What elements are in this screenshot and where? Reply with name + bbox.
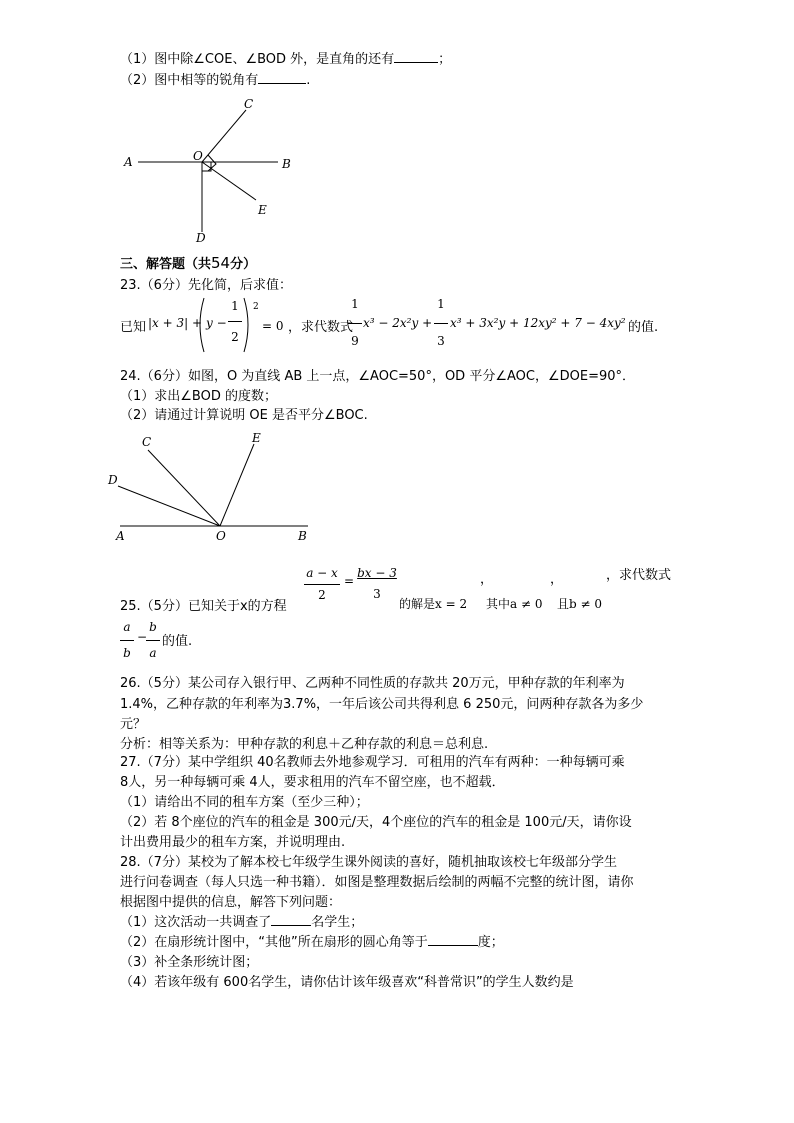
frac-half bbox=[228, 299, 242, 344]
frac-den: 2 bbox=[304, 584, 340, 602]
frac-num: b bbox=[149, 620, 157, 634]
q22-part1 bbox=[120, 50, 451, 69]
q27-line1: 27.（7分）某中学组织 40名教师去外地参观学习．可租用的汽车有两种：一种每辆可乘 bbox=[120, 755, 625, 770]
q28-line2: 进行问卷调查（每人只选一种书籍）．如图是整理数据后绘制的两幅不完整的统计图，请你 bbox=[120, 875, 634, 890]
q25-minus: − bbox=[137, 630, 148, 644]
frac-den: b bbox=[120, 640, 134, 660]
q26-line2: 1.4%，乙种存款的年利率为3.7%，一年后该公司共得利息 6 250元，问两种存款各为多少 bbox=[120, 697, 644, 712]
frac-den: a bbox=[146, 640, 160, 660]
label-d: D bbox=[108, 473, 118, 487]
q28-part4: （4）若该年级有 600名学生，请你估计该年级喜欢“科普常识”的学生人数约是 bbox=[120, 975, 574, 990]
q24-stem: 24.（6分）如图，O 为直线 AB 上一点，∠AOC=50°，OD 平分∠AOC，∠DOE=90°． bbox=[120, 369, 635, 384]
ray-oe bbox=[202, 162, 256, 200]
frac-num: 1 bbox=[351, 297, 359, 311]
q25-frac-ab bbox=[120, 620, 134, 660]
label-d: D bbox=[196, 231, 206, 245]
label-b: B bbox=[282, 157, 291, 171]
q28-line3: 根据图中提供的信息，解答下列问题： bbox=[120, 895, 342, 910]
frac-num: 1 bbox=[231, 299, 239, 313]
q28-part2-pre: （2）在扇形统计图中，“其他”所在扇形的圆心角等于 bbox=[120, 935, 428, 950]
label-e: E bbox=[252, 431, 261, 445]
label-e: E bbox=[258, 203, 267, 217]
q26-line3: 元？ bbox=[120, 717, 147, 732]
q22-part1-text: （1）图中除∠COE、∠BOD 外，是直角的还有 bbox=[120, 52, 395, 67]
q25-lhs-frac bbox=[304, 566, 340, 602]
q23-square: 2 bbox=[253, 302, 259, 312]
q25-stem: 25.（5分）已知关于x的方程 bbox=[120, 599, 287, 614]
q28-part2-post: 度； bbox=[477, 935, 504, 950]
answer-blank bbox=[271, 913, 311, 926]
q28-part1-pre: （1）这次活动一共调查了 bbox=[120, 915, 272, 930]
q23-equals-zero: = 0 bbox=[262, 319, 284, 333]
q25-comma1: ， bbox=[480, 572, 494, 587]
q23-known: 已知 bbox=[120, 320, 147, 335]
frac-den: 9 bbox=[348, 323, 362, 348]
frac-one-third bbox=[434, 297, 448, 348]
q25-cond1: 其中a ≠ 0 bbox=[486, 597, 543, 611]
q27-part1: （1）请给出不同的租车方案（至少三种）； bbox=[120, 795, 369, 810]
label-b: B bbox=[298, 529, 307, 543]
frac-den: 2 bbox=[228, 321, 242, 344]
q25-value: 的值. bbox=[162, 634, 193, 649]
q25-rhs-frac bbox=[356, 566, 398, 601]
q28-part3: （3）补全条形统计图； bbox=[120, 955, 259, 970]
answer-blank bbox=[394, 50, 438, 63]
label-a: A bbox=[124, 155, 133, 169]
frac-den: 3 bbox=[434, 323, 448, 348]
q23-tail: 的值. bbox=[628, 320, 659, 335]
q27-part2b: 计出费用最少的租车方案，并说明理由. bbox=[120, 835, 346, 850]
q27-line2: 8人，另一种每辆可乘 4人，要求租用的汽车不留空座，也不超载． bbox=[120, 775, 505, 790]
label-o: O bbox=[193, 149, 203, 163]
q27-part2a: （2）若 8个座位的汽车的租金是 300元/天，4个座位的汽车的租金是 100元/天，请你设 bbox=[120, 815, 632, 830]
q25-eq: = bbox=[344, 574, 355, 588]
q28-part1-post: 名学生； bbox=[311, 915, 364, 930]
q26-analysis: 分析：相等关系为：甲种存款的利息＋乙种存款的利息＝总利息. bbox=[120, 737, 489, 752]
frac-num: bx − 3 bbox=[357, 566, 397, 580]
frac-num: a − x bbox=[306, 566, 338, 580]
q22-part2-end: . bbox=[306, 73, 311, 88]
frac-num: a bbox=[123, 620, 131, 634]
q23-ask: ，求代数式 bbox=[288, 320, 354, 335]
ray-od bbox=[118, 486, 220, 526]
q23-expr1: x³ − 2x²y + bbox=[363, 316, 433, 330]
ray-oe bbox=[220, 444, 254, 526]
q22-part2 bbox=[120, 71, 310, 90]
q22-part2-text: （2）图中相等的锐角有 bbox=[120, 73, 259, 88]
q23-expr2: x³ + 3x²y + 12xy² + 7 − 4xy² bbox=[450, 316, 626, 330]
q25-tail-top: ，求代数式 bbox=[606, 568, 672, 583]
answer-blank bbox=[428, 933, 478, 946]
answer-blank bbox=[258, 71, 306, 84]
q28-part2 bbox=[120, 933, 504, 952]
q24-part2: （2）请通过计算说明 OE 是否平分∠BOC. bbox=[120, 408, 368, 423]
q24-part1: （1）求出∠BOD 的度数； bbox=[120, 389, 277, 404]
q22-part1-end: ； bbox=[438, 52, 452, 67]
label-o: O bbox=[216, 529, 226, 543]
q25-cond2: 且b ≠ 0 bbox=[557, 597, 603, 611]
q25-comma2: ， bbox=[550, 572, 564, 587]
q22-angle-figure bbox=[110, 92, 310, 247]
frac-one-ninth bbox=[348, 297, 362, 348]
q26-line1: 26.（5分）某公司存入银行甲、乙两种不同性质的存款共 20万元，甲种存款的年利率为 bbox=[120, 676, 625, 691]
q23-abs-expr: |x + 3| + bbox=[148, 316, 203, 330]
section3-points: 54 bbox=[211, 254, 231, 272]
q28-part1 bbox=[120, 913, 363, 932]
q23-paren-inner: y − bbox=[206, 316, 227, 330]
label-c: C bbox=[142, 435, 152, 449]
frac-num: 1 bbox=[437, 297, 445, 311]
ray-oc bbox=[202, 110, 246, 162]
section3-title-pre: 三、解答题（共 bbox=[120, 257, 212, 272]
q28-line1: 28.（7分）某校为了解本校七年级学生课外阅读的喜好，随机抽取该校七年级部分学生 bbox=[120, 855, 617, 870]
q25-frac-ba bbox=[146, 620, 160, 660]
q24-angle-figure bbox=[104, 430, 324, 545]
frac-den: 3 bbox=[373, 587, 381, 601]
label-c: C bbox=[244, 97, 254, 111]
ray-oc bbox=[148, 450, 220, 526]
q23-stem: 23.（6分）先化简，后求值： bbox=[120, 278, 292, 293]
left-paren bbox=[194, 296, 206, 354]
section3-title-post: 分） bbox=[230, 257, 257, 272]
q25-solution: 的解是x = 2 bbox=[399, 597, 468, 611]
section3-title bbox=[120, 254, 256, 274]
label-a: A bbox=[116, 529, 125, 543]
